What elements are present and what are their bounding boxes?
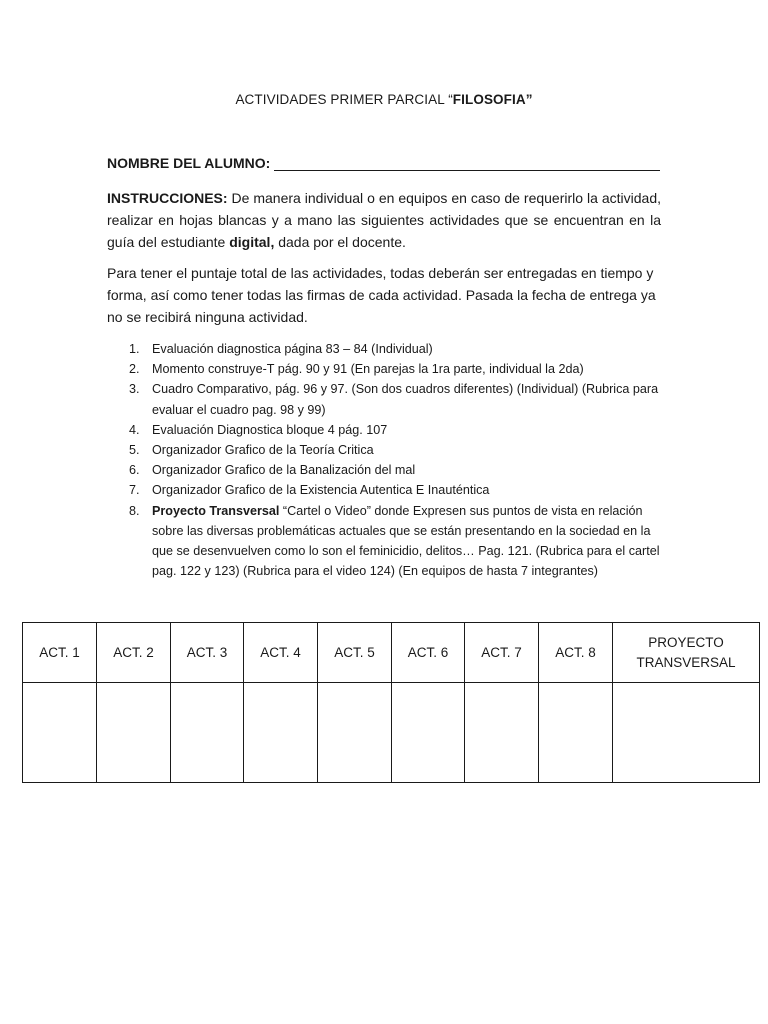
activity-item-8 — [107, 501, 661, 582]
activity-number: 7. — [129, 483, 140, 498]
title-subject: FILOSOFIA” — [452, 92, 533, 107]
activity-text: Evaluación Diagnostica bloque 4 pág. 107 — [152, 422, 388, 437]
header-act-3: ACT. 3 — [171, 623, 244, 683]
signatures-table — [22, 622, 760, 783]
signatures-row — [23, 683, 760, 783]
activity-number: 4. — [129, 422, 140, 437]
activity-text: Organizador Grafico de la Teoría Critica — [152, 443, 374, 458]
activity-number: 1. — [129, 342, 140, 356]
activity-text: Cuadro Comparativo, pág. 96 y 97. (Son dos cuadros diferentes) (Individual) (Rubrica para evaluar el cuadro pag. 98 y 99) — [152, 382, 659, 417]
activity-item-6 — [107, 460, 661, 480]
signature-cell-act-7 — [465, 683, 539, 783]
signature-cell-act-3 — [171, 683, 244, 783]
signature-cell-act-1 — [23, 683, 97, 783]
header-act-2: ACT. 2 — [97, 623, 171, 683]
header-act-8: ACT. 8 — [539, 623, 613, 683]
activity-text: Organizador Grafico de la Banalización del mal — [152, 463, 416, 478]
activity-number: 2. — [129, 362, 140, 377]
activity-item-7 — [107, 480, 661, 500]
activity-item-5 — [107, 440, 661, 460]
activity-text: Momento construye-T pág. 90 y 91 (En parejas la 1ra parte, individual la 2da) — [152, 362, 584, 377]
activity-number: 3. — [129, 382, 140, 397]
instructions-paragraph — [107, 187, 661, 253]
activity-8-title: Proyecto Transversal — [152, 503, 280, 518]
activity-item-4 — [107, 420, 661, 440]
signature-cell-act-4 — [244, 683, 318, 783]
instructions-text-1: De manera individual o en equipos en caso de requerirlo la actividad, realizar en hojas blancas y a mano las siguientes actividades que se encuentran en la guía del estudiante — [107, 190, 661, 250]
activity-item-2 — [107, 359, 661, 379]
activity-number: 5. — [129, 443, 140, 458]
student-name-field — [107, 155, 660, 171]
header-proyecto-transversal — [613, 623, 760, 683]
instructions-text-2: dada por el docente. — [274, 234, 406, 250]
header-proyecto-line-1: PROYECTO — [648, 634, 724, 650]
activity-number: 8. — [129, 503, 140, 518]
header-proyecto-line-2: TRANSVERSAL — [636, 654, 736, 670]
signature-cell-act-6 — [392, 683, 465, 783]
activity-list — [107, 339, 661, 581]
header-act-5: ACT. 5 — [318, 623, 392, 683]
student-name-label: NOMBRE DEL ALUMNO: — [107, 155, 271, 171]
header-act-7: ACT. 7 — [465, 623, 539, 683]
page-title — [0, 92, 768, 107]
header-act-4: ACT. 4 — [244, 623, 318, 683]
header-act-1: ACT. 1 — [23, 623, 97, 683]
activity-text: “Cartel o Video” donde Expresen sus puntos de vista en relación sobre las diversas problemáticas actuales que se están presentando en la sociedad en la que se desenvuelven como lo son el feminicidio, delitos… Pag. 121. (Rubrica para el cartel pag. 122 y 123) (Rubrica para el video 124) (En equipos de hasta 7 integrantes) — [152, 503, 660, 579]
signature-cell-act-8 — [539, 683, 613, 783]
activity-text: Organizador Grafico de la Existencia Autentica E Inauténtica — [152, 483, 490, 498]
signature-cell-proyecto — [613, 683, 760, 783]
activity-item-3 — [107, 379, 661, 419]
instructions-label: INSTRUCCIONES: — [107, 190, 228, 206]
activity-number: 6. — [129, 463, 140, 478]
score-note-paragraph: Para tener el puntaje total de las actividades, todas deberán ser entregadas en tiempo y forma, así como tener todas las firmas de cada actividad. Pasada la fecha de entrega ya no se recibirá ninguna actividad. — [107, 265, 656, 325]
signature-cell-act-5 — [318, 683, 392, 783]
activity-item-1 — [107, 339, 661, 359]
signature-cell-act-2 — [97, 683, 171, 783]
activity-text: Evaluación diagnostica página 83 – 84 (Individual) — [152, 342, 433, 356]
title-prefix: ACTIVIDADES PRIMER PARCIAL “ — [235, 92, 453, 107]
student-name-blank-line — [274, 156, 660, 171]
signatures-header-row — [23, 623, 760, 683]
header-act-6: ACT. 6 — [392, 623, 465, 683]
instructions-bold-word: digital, — [229, 234, 275, 250]
